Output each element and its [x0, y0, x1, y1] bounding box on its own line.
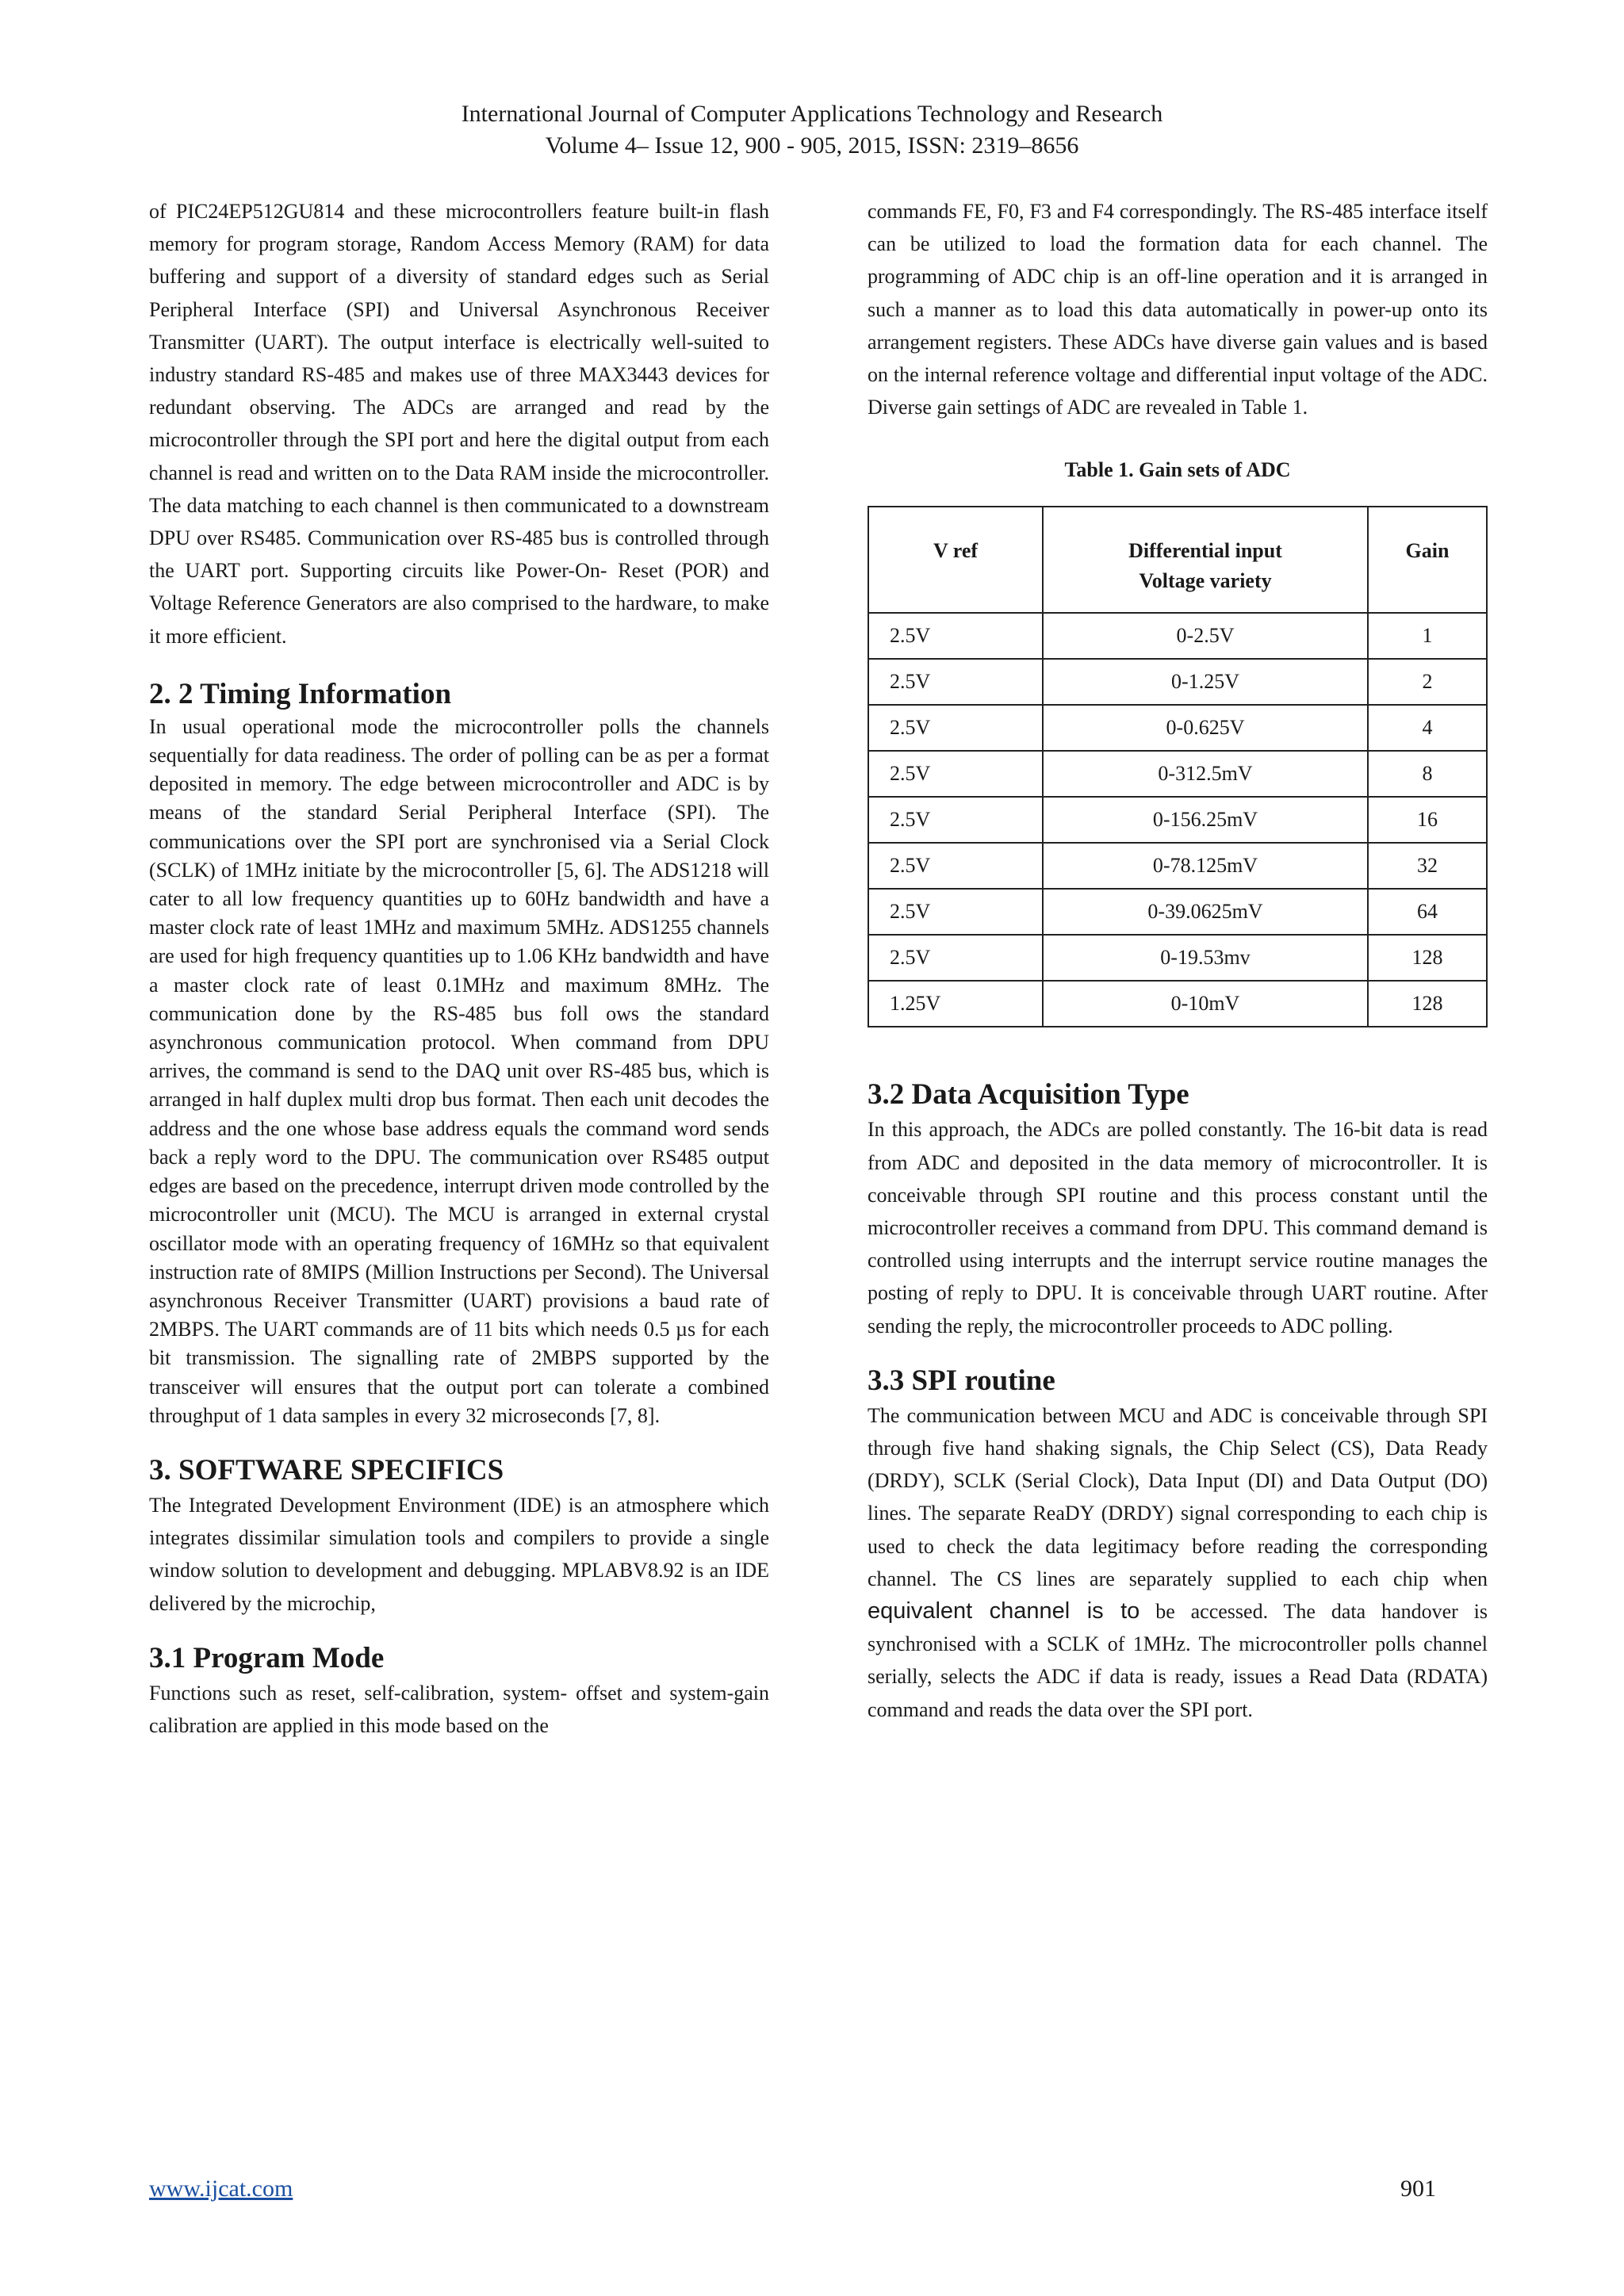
- cell-gain: 2: [1368, 659, 1487, 705]
- cell-vref: 1.25V: [868, 981, 1043, 1027]
- header-differential-line1: Differential input: [1128, 539, 1282, 563]
- cell-vref: 2.5V: [868, 659, 1043, 705]
- cell-voltage-range: 0-39.0625mV: [1043, 889, 1368, 935]
- journal-title: International Journal of Computer Applications Technology and Research: [461, 101, 1163, 127]
- table-header-row: [868, 507, 1487, 613]
- cell-vref: 2.5V: [868, 889, 1043, 935]
- spi-routine-paragraph: [868, 1399, 1488, 1726]
- right-column: [868, 195, 1488, 1726]
- spi-text-a: The communication between MCU and ADC is conceivable through SPI through five hand shaking signals, the Chip Select (CS), Data Ready (DRDY), SCLK (Serial Clock), Data Input (DI) and Data Output (DO) lines. The separate ReaDY (DRDY) signal corresponding to each chip is used to check the data legitimacy before reading the corresponding channel. The CS lines are separately supplied to each chip when: [868, 1403, 1488, 1590]
- table-row: [868, 659, 1487, 705]
- cell-vref: 2.5V: [868, 705, 1043, 751]
- program-mode-heading: 3.1 Program Mode: [149, 1641, 385, 1674]
- cell-voltage-range: 0-0.625V: [1043, 705, 1368, 751]
- journal-header: [0, 98, 1624, 162]
- page-number: 901: [1400, 2175, 1436, 2202]
- software-heading: 3. SOFTWARE SPECIFICS: [149, 1453, 504, 1487]
- cell-vref: 2.5V: [868, 751, 1043, 797]
- header-differential: [1043, 507, 1368, 613]
- table-row: [868, 797, 1487, 843]
- cell-voltage-range: 0-10mV: [1043, 981, 1368, 1027]
- data-acquisition-paragraph: In this approach, the ADCs are polled constantly. The 16-bit data is read from ADC and deposited in the data memory of microcontroller. It is conceivable through SPI routine and this process constant until the microcontroller receives a command from DPU. This command demand is controlled using interrupts and the interrupt service routine manages the posting of reply to DPU. It is conceivable through UART routine. After sending the reply, the microcontroller proceeds to ADC polling.: [868, 1118, 1488, 1337]
- software-paragraph: The Integrated Development Environment (IDE) is an atmosphere which integrates dissimilar simulation tools and compilers to provide a single window solution to development and debugging. MPLABV8.92 is an IDE delivered by the microchip,: [149, 1493, 769, 1615]
- gain-table: [868, 506, 1488, 1027]
- timing-paragraph: In usual operational mode the microcontroller polls the channels sequentially for data readiness. The order of polling can be as per a format deposited in memory. The edge between microcontroller and ADC is by means of the standard Serial Peripheral Interface (SPI). The communications over the SPI port are synchronised via a Serial Clock (SCLK) of 1MHz initiate by the microcontroller [5, 6]. The ADS1218 will cater to all low frequency quantities up to 60Hz bandwidth and have a master clock rate of least 1MHz and maximum 5MHz. ADS1255 channels are used for high frequency quantities up to 1.06 KHz bandwidth and have a master clock rate of least 0.1MHz and maximum 8MHz. The communication done by the RS-485 bus foll ows the standard asynchronous communication protocol. When command from DPU arrives, the command is send to the DAQ unit over RS-485 bus, which is arranged in half duplex multi drop bus format. Then each unit decodes the address and the one whose base address equals the command word sends back a reply word to the DPU. The communication over RS485 output edges are based on the precedence, interrupt driven mode controlled by the microcontroller unit (MCU). The MCU is arranged in external crystal oscillator mode with an operating frequency of 16MHz so that equivalent instruction rate of 8MIPS (Million Instructions per Second). The Universal asynchronous Receiver Transmitter (UART) provisions a baud rate of 2MBPS. The UART commands are of 11 bits which needs 0.5 µs for each bit transmission. The signalling rate of 2MBPS supported by the transceiver will ensures that the output port can tolerate a combined throughput of 1 data samples in every 32 microseconds [7, 8].: [149, 714, 769, 1427]
- left-column: [149, 195, 769, 1742]
- table-row: [868, 843, 1487, 889]
- data-acquisition-heading: 3.2 Data Acquisition Type: [868, 1078, 1189, 1112]
- table-row: [868, 613, 1487, 659]
- cell-voltage-range: 0-312.5mV: [1043, 751, 1368, 797]
- cell-voltage-range: 0-78.125mV: [1043, 843, 1368, 889]
- spi-text-big: equivalent channel is to: [868, 1598, 1140, 1624]
- table-body: [868, 613, 1487, 1027]
- cell-gain: 64: [1368, 889, 1487, 935]
- table-caption: Table 1. Gain sets of ADC: [1064, 458, 1291, 482]
- cell-voltage-range: 0-156.25mV: [1043, 797, 1368, 843]
- journal-website-link[interactable]: www.ijcat.com: [149, 2175, 293, 2202]
- header-differential-line2: Voltage variety: [1139, 569, 1272, 593]
- spi-text-b: be accessed. The data handover is synchronised with a SCLK of 1MHz. The microcontroller polls channel serially, selects the ADC if data is ready, issues a Read Data (RDATA) command and reads the data over the SPI port.: [868, 1600, 1488, 1721]
- cell-gain: 32: [1368, 843, 1487, 889]
- journal-volume: Volume 4– Issue 12, 900 - 905, 2015, ISSN: 2319–8656: [545, 132, 1079, 159]
- cell-gain: 16: [1368, 797, 1487, 843]
- table-row: [868, 705, 1487, 751]
- adc-config-paragraph: commands FE, F0, F3 and F4 correspondingly. The RS-485 interface itself can be utilized to load the formation data for each channel. The programming of ADC chip is an off-line operation and it is arranged in such a manner as to load this data automatically in power-up onto its arrangement registers. These ADCs have diverse gain values and is based on the internal reference voltage and differential input voltage of the ADC. Diverse gain settings of ADC are revealed in Table 1.: [868, 200, 1488, 419]
- cell-vref: 2.5V: [868, 797, 1043, 843]
- cell-voltage-range: 0-1.25V: [1043, 659, 1368, 705]
- cell-gain: 128: [1368, 981, 1487, 1027]
- timing-heading: 2. 2 Timing Information: [149, 677, 452, 710]
- cell-gain: 1: [1368, 613, 1487, 659]
- cell-vref: 2.5V: [868, 935, 1043, 981]
- cell-voltage-range: 0-19.53mv: [1043, 935, 1368, 981]
- header-gain: Gain: [1368, 507, 1487, 613]
- header-vref: V ref: [868, 507, 1043, 613]
- spi-routine-heading: 3.3 SPI routine: [868, 1364, 1055, 1397]
- cell-voltage-range: 0-2.5V: [1043, 613, 1368, 659]
- cell-vref: 2.5V: [868, 613, 1043, 659]
- program-mode-paragraph: Functions such as reset, self-calibration, system- offset and system-gain calibration are applied in this mode based on the: [149, 1681, 769, 1737]
- cell-gain: 4: [1368, 705, 1487, 751]
- hardware-paragraph: of PIC24EP512GU814 and these microcontrollers feature built-in flash memory for program storage, Random Access Memory (RAM) for data buffering and support of a diversity of standard edges such as Serial Peripheral Interface (SPI) and Universal Asynchronous Receiver Transmitter (UART). The output interface is electrically well-suited to industry standard RS-485 and makes use of three MAX3443 devices for redundant observing. The ADCs are arranged and read by the microcontroller through the SPI port and here the digital output from each channel is read and written on to the Data RAM inside the microcontroller. The data matching to each channel is then communicated to a downstream DPU over RS485. Communication over RS-485 bus is controlled through the UART port. Supporting circuits like Power-On- Reset (POR) and Voltage Reference Generators are also comprised to the hardware, to make it more efficient.: [149, 200, 769, 648]
- cell-gain: 8: [1368, 751, 1487, 797]
- table-row: [868, 981, 1487, 1027]
- table-row: [868, 751, 1487, 797]
- cell-vref: 2.5V: [868, 843, 1043, 889]
- cell-gain: 128: [1368, 935, 1487, 981]
- table-row: [868, 935, 1487, 981]
- table-row: [868, 889, 1487, 935]
